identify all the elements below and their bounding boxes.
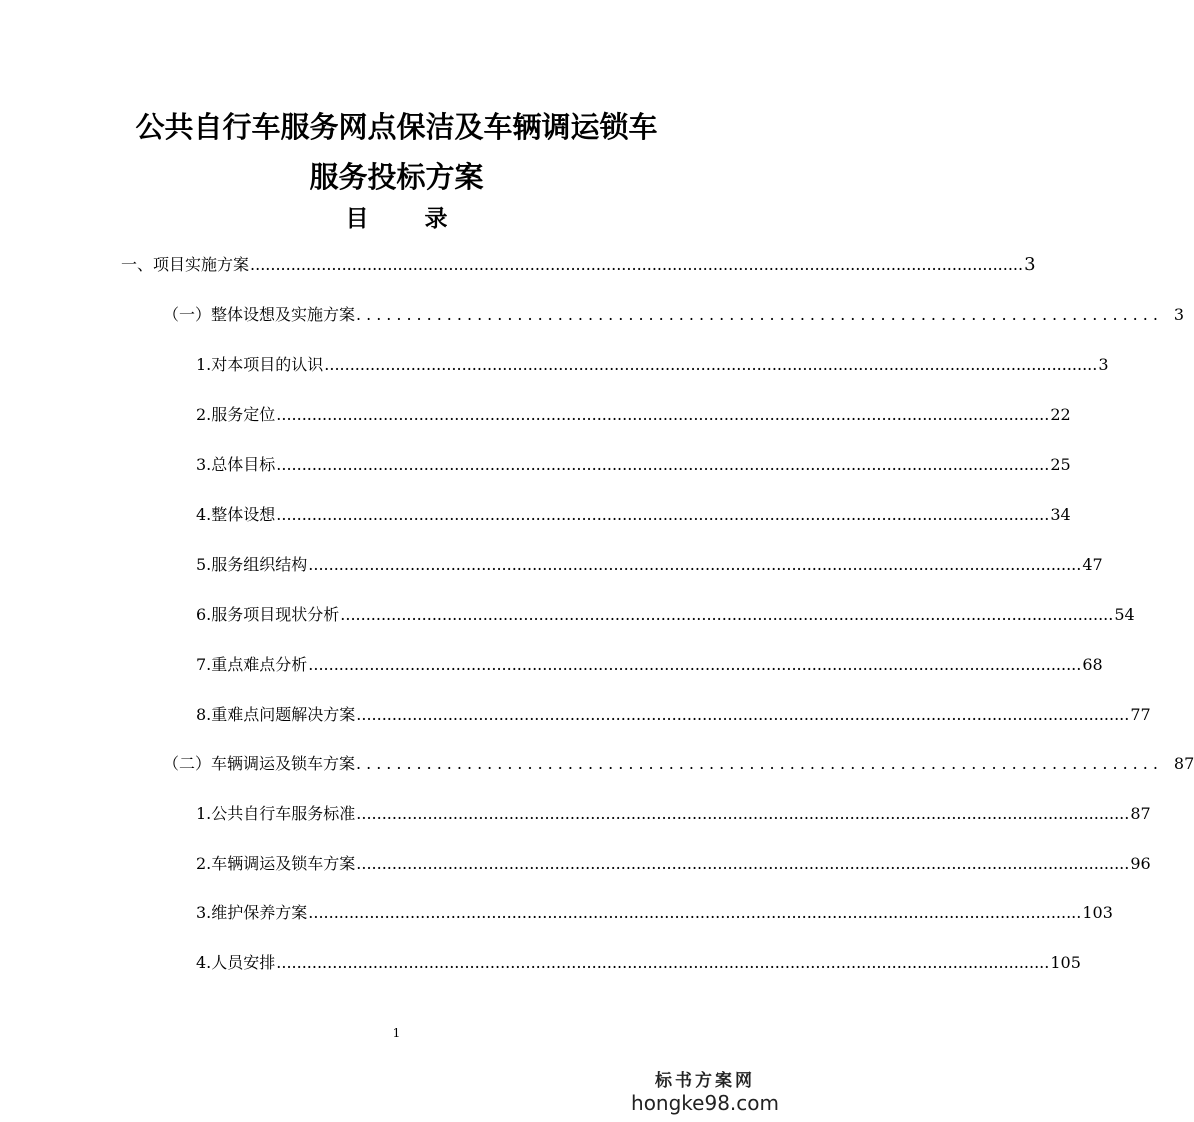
- watermark-url: hongke98.com: [631, 1091, 779, 1115]
- toc-entry[interactable]: [196, 353, 1109, 377]
- toc-entry-page: 103: [1082, 903, 1113, 922]
- toc-entry-number: 3.: [196, 455, 212, 474]
- toc-entry-label: 车辆调运及锁车方案: [211, 854, 356, 873]
- toc-entry[interactable]: [196, 901, 1113, 925]
- document-title: [0, 102, 793, 202]
- toc-entry-page: 34: [1050, 505, 1071, 524]
- toc-entry[interactable]: [196, 703, 1151, 727]
- toc-leader: ........................................................................................................................................................: [250, 255, 1024, 274]
- toc-leader: ........................................................................................................................................................: [308, 903, 1082, 922]
- toc-entry-number: 4.: [196, 505, 212, 524]
- toc-entry-page: 77: [1130, 705, 1151, 724]
- toc-entry-label: 公共自行车服务标准: [211, 804, 356, 823]
- toc-entry[interactable]: [163, 303, 1185, 327]
- toc-entry-page: 87: [1173, 754, 1194, 773]
- toc-entry-number: 4.: [196, 953, 212, 972]
- toc-entry-page: 54: [1114, 605, 1135, 624]
- toc-entry-number: 8.: [196, 705, 212, 724]
- toc-entry[interactable]: [196, 951, 1081, 975]
- toc-entry-page: 68: [1082, 655, 1103, 674]
- toc-leader: ........................................................................................................................................................: [340, 605, 1114, 624]
- toc-entry-label: 人员安排: [211, 953, 276, 972]
- toc-entry-number: 2.: [196, 405, 212, 424]
- toc-entry[interactable]: [196, 453, 1071, 477]
- toc-entry-number: 1.: [196, 804, 212, 823]
- toc-entry[interactable]: [196, 603, 1135, 627]
- toc-entry[interactable]: [196, 403, 1071, 427]
- toc-entry-label: 维护保养方案: [211, 903, 308, 922]
- toc-entry-number: 3.: [196, 903, 212, 922]
- toc-entry-page: 3: [1098, 355, 1109, 374]
- toc-entry-page: 3: [1024, 254, 1036, 275]
- toc-entry-page: 87: [1130, 804, 1151, 823]
- title-line-2: 服务投标方案: [309, 160, 484, 194]
- page-number: 1: [392, 1026, 401, 1040]
- toc-entry-label: 重点难点分析: [211, 655, 308, 674]
- toc-entry[interactable]: [196, 553, 1103, 577]
- toc-entry-number: 7.: [196, 655, 212, 674]
- toc-entry-label: 服务定位: [211, 405, 276, 424]
- toc-entry-page: 22: [1050, 405, 1071, 424]
- toc-entry[interactable]: [196, 503, 1071, 527]
- toc-entry-label: 重难点问题解决方案: [211, 705, 356, 724]
- toc-entry-label: 对本项目的认识: [211, 355, 324, 374]
- toc-entry-number: 6.: [196, 605, 212, 624]
- toc-entry[interactable]: [163, 752, 1194, 776]
- toc-entry-label: 项目实施方案: [153, 255, 250, 274]
- toc-entry-label: 整体设想及实施方案: [211, 305, 356, 324]
- toc-entry-number: （一）: [163, 305, 212, 324]
- toc-leader: ........................................................................................................................................................: [356, 705, 1130, 724]
- toc-entry[interactable]: [196, 852, 1151, 876]
- toc-entry-page: 3: [1173, 305, 1185, 324]
- toc-entry[interactable]: [196, 653, 1103, 677]
- toc-entry[interactable]: [121, 253, 1036, 277]
- title-line-1: 公共自行车服务网点保洁及车辆调运锁车: [135, 110, 658, 144]
- toc-entry[interactable]: [196, 802, 1151, 826]
- toc-entry-page: 25: [1050, 455, 1071, 474]
- toc-entry-number: （二）: [163, 754, 212, 773]
- toc-leader: ................................................................................: [356, 754, 1163, 773]
- toc-entry-label: 车辆调运及锁车方案: [211, 754, 356, 773]
- toc-leader: ................................................................................: [356, 305, 1163, 324]
- watermark: [631, 1066, 779, 1115]
- watermark-brand: 标书方案网: [655, 1071, 755, 1091]
- toc-entry-label: 服务项目现状分析: [211, 605, 340, 624]
- toc-leader: ........................................................................................................................................................: [356, 854, 1130, 873]
- toc-leader: ........................................................................................................................................................: [276, 953, 1050, 972]
- toc-entry-number: 一、: [121, 255, 154, 274]
- toc-leader: ........................................................................................................................................................: [324, 355, 1098, 374]
- toc-leader: ........................................................................................................................................................: [356, 804, 1130, 823]
- toc-entry-label: 服务组织结构: [211, 555, 308, 574]
- toc-leader: ........................................................................................................................................................: [308, 655, 1082, 674]
- toc-leader: ........................................................................................................................................................: [276, 455, 1050, 474]
- toc-entry-label: 整体设想: [211, 505, 276, 524]
- toc-entry-page: 96: [1130, 854, 1151, 873]
- toc-heading: 目 录: [345, 206, 472, 232]
- toc-entry-number: 2.: [196, 854, 212, 873]
- toc-entry-number: 5.: [196, 555, 212, 574]
- toc-leader: ........................................................................................................................................................: [276, 405, 1050, 424]
- toc-entry-page: 105: [1050, 953, 1081, 972]
- toc-leader: ........................................................................................................................................................: [276, 505, 1050, 524]
- toc-leader: ........................................................................................................................................................: [308, 555, 1082, 574]
- toc-entry-page: 47: [1082, 555, 1103, 574]
- toc-entry-label: 总体目标: [211, 455, 276, 474]
- toc-entry-number: 1.: [196, 355, 212, 374]
